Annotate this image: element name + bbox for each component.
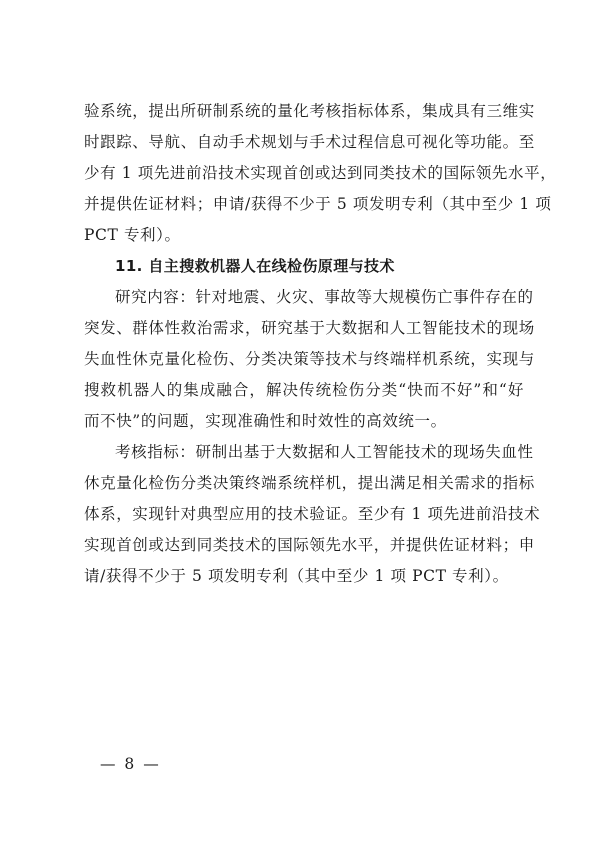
text-line: 搜救机器人的集成融合，解决传统检伤分类“快而不好”和“好 [84,381,524,399]
text-line: 突发、群体性救治需求，研究基于大数据和人工智能技术的现场 [84,319,535,337]
continuation-paragraph [84,96,557,251]
research-content-paragraph [84,282,535,437]
section-heading-block [84,251,524,282]
text-line: PCT 专利）。 [84,226,181,244]
text-line: 而不快”的问题，实现准确性和时效性的高效统一。 [84,412,447,430]
text-line: 验系统，提出所研制系统的量化考核指标体系，集成具有三维实 [84,102,535,120]
text-line: 少有 1 项先进前沿技术实现首创或达到同类技术的国际领先水平， [84,164,557,182]
page-number: — 8 — [100,755,161,773]
assessment-paragraph [84,437,541,592]
text-line: 并提供佐证材料；申请/获得不少于 5 项发明专利（其中至少 1 项 [84,195,552,213]
text-line: 体系，实现针对典型应用的技术验证。至少有 1 项先进前沿技术 [84,505,541,523]
text-line: 请/获得不少于 5 项发明专利（其中至少 1 项 PCT 专利）。 [84,567,509,585]
text-line: 时跟踪、导航、自动手术规划与手术过程信息可视化等功能。至 [84,133,535,151]
text-line: 休克量化检伤分类决策终端系统样机，提出满足相关需求的指标 [84,474,535,492]
text-line: 实现首创或达到同类技术的国际领先水平，并提供佐证材料；申 [84,536,535,554]
text-line: 研究内容：针对地震、火灾、事故等大规模伤亡事件存在的 [115,288,534,306]
text-line: 失血性休克量化检伤、分类决策等技术与终端样机系统，实现与 [84,350,535,368]
section-heading: 11. 自主搜救机器人在线检伤原理与技术 [115,257,395,275]
text-line: 考核指标：研制出基于大数据和人工智能技术的现场失血性 [115,443,534,461]
